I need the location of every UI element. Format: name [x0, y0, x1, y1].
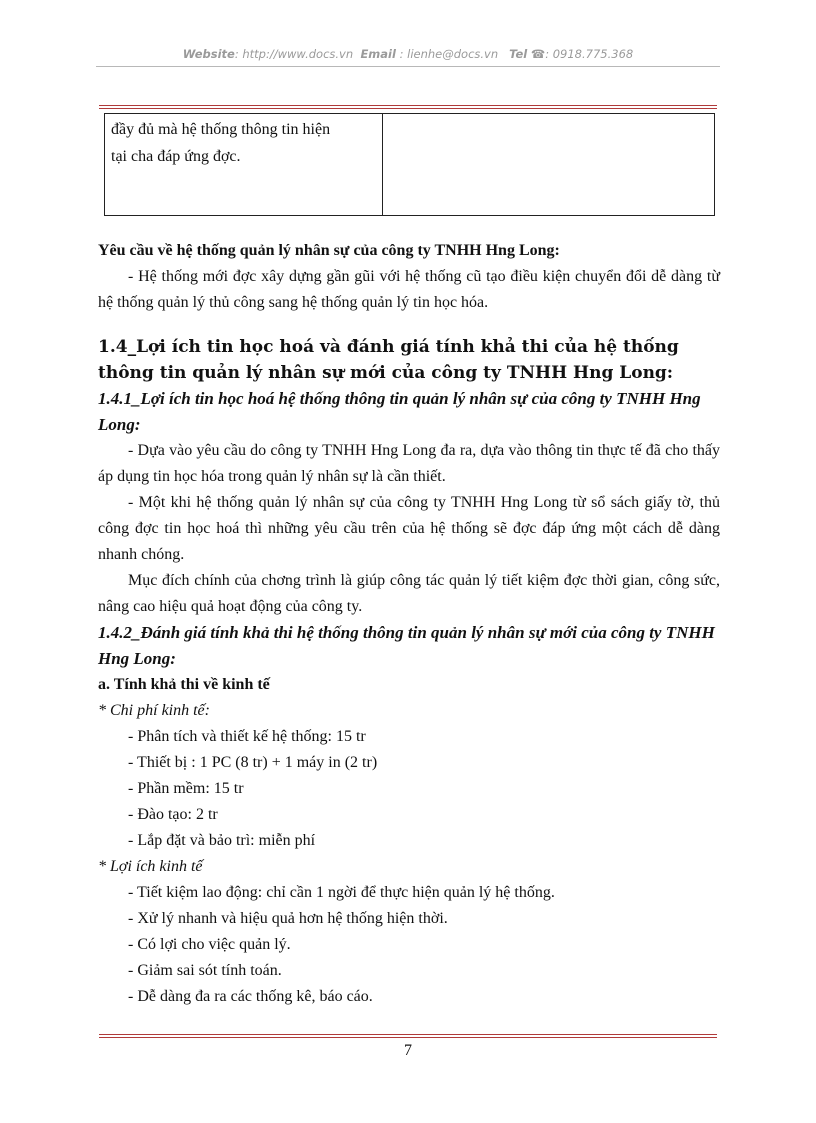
list-item: - Giảm sai sót tính toán.	[128, 962, 282, 979]
table-cell-left	[105, 114, 383, 216]
requirement-text: - Hệ thống mới đợc xây dựng gần gũi với hệ thống cũ tạo điều kiện chuyển đổi dễ dàng từ hệ thống quản lý thủ công sang hệ thống quản lý tin học hóa.	[98, 268, 720, 311]
benefit-heading: * Lợi ích kinh tế	[98, 858, 203, 875]
list-item: - Lắp đặt và bảo trì: miễn phí	[128, 832, 316, 849]
list-item: - Dễ dàng đa ra các thống kê, báo cáo.	[128, 988, 373, 1005]
tel-value: ☎: 0918.775.368	[530, 47, 634, 61]
table-cell-line: tại cha đáp ứng đợc.	[111, 148, 241, 165]
list-item: - Phân tích và thiết kế hệ thống: 15 tr	[128, 728, 366, 745]
list-item: - Thiết bị : 1 PC (8 tr) + 1 máy in (2 tr)	[128, 754, 378, 771]
page-content	[98, 238, 720, 1010]
list-item: - Xử lý nhanh và hiệu quả hơn hệ thống hiện thời.	[128, 910, 448, 927]
list-item: - Đào tạo: 2 tr	[128, 806, 218, 823]
table-cell-right	[383, 114, 715, 216]
paragraph: - Một khi hệ thống quản lý nhân sự của công ty TNHH Hng Long từ sổ sách giấy tờ, thủ công đợc tin học hoá thì những yêu cầu trên của hệ thống sẽ đợc đáp ứng một cách dễ dàng nhanh chóng.	[98, 494, 720, 563]
requirement-heading: Yêu cầu về hệ thống quản lý nhân sự của công ty TNHH Hng Long:	[98, 242, 560, 259]
paragraph: - Dựa vào yêu cầu do công ty TNHH Hng Long đa ra, dựa vào thông tin thực tế đã cho thấy áp dụng tin học hóa trong quản lý nhân sự là cần thiết.	[98, 442, 720, 485]
website-value: : http://www.docs.vn	[234, 47, 354, 61]
website-label: Website	[182, 47, 235, 61]
paragraph: Mục đích chính của chơng trình là giúp công tác quản lý tiết kiệm đợc thời gian, công sức, nâng cao hiệu quả hoạt động của công ty.	[98, 572, 720, 615]
section-1-4-title: 1.4_Lợi ích tin học hoá và đánh giá tính khả thi của hệ thống thông tin quản lý nhân sự mới của công ty TNHH Hng Long:	[98, 337, 679, 383]
list-item: - Có lợi cho việc quản lý.	[128, 936, 291, 953]
email-value: : lienhe@docs.vn	[395, 47, 499, 61]
subsection-a-title: a. Tính khả thi về kinh tế	[98, 676, 270, 693]
list-item: - Phần mềm: 15 tr	[128, 780, 244, 797]
list-item: - Tiết kiệm lao động: chỉ cần 1 ngời để thực hiện quản lý hệ thống.	[128, 884, 555, 901]
bottom-double-rule	[99, 1034, 717, 1038]
page-number: 7	[404, 1042, 412, 1059]
tel-label: Tel	[509, 47, 528, 61]
subsection-1-4-1-title: 1.4.1_Lợi ích tin học hoá hệ thống thông tin quản lý nhân sự của công ty TNHH Hng Long:	[98, 389, 701, 434]
top-double-rule	[99, 105, 717, 109]
page-header	[96, 47, 720, 61]
continued-table	[104, 113, 715, 216]
cost-heading: * Chi phí kinh tế:	[98, 702, 210, 719]
table-cell-line: đầy đủ mà hệ thống thông tin hiện	[111, 121, 331, 138]
header-divider	[96, 66, 720, 67]
subsection-1-4-2-title: 1.4.2_Đánh giá tính khả thi hệ thống thông tin quản lý nhân sự mới của công ty TNHH Hng Long:	[98, 623, 715, 668]
email-label: Email	[360, 47, 396, 61]
